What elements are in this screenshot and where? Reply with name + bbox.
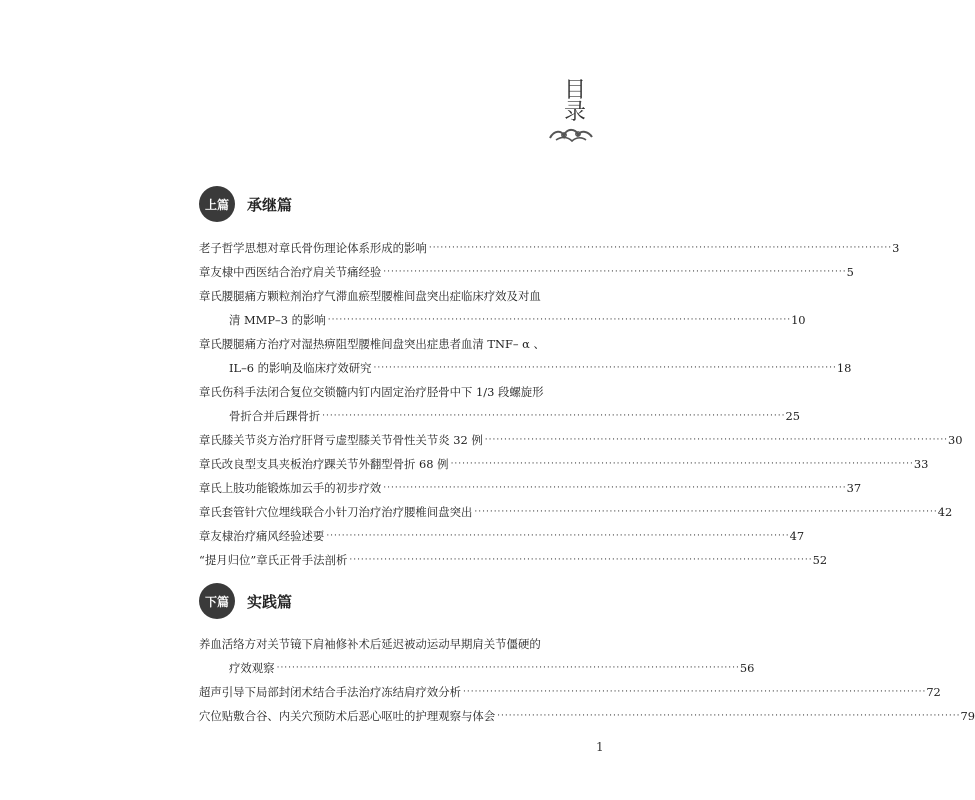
toc-entry-page: 5	[846, 265, 854, 279]
toc-entry-page: 52	[812, 553, 828, 567]
toc-entry-title: 骨折合并后踝骨折	[229, 404, 322, 428]
dot-leader: ························································································································	[497, 711, 961, 721]
section-badge: 下篇	[199, 583, 235, 619]
toc-entry-line[interactable]	[199, 404, 800, 428]
toc-heading-char-1: 目	[563, 78, 586, 103]
toc-entry-title: 章友棣中西医结合治疗肩关节痛经验	[199, 260, 383, 284]
toc-list-lower	[199, 632, 975, 728]
toc-entry-title: IL–6 的影响及临床疗效研究	[229, 356, 374, 380]
section-header-upper	[199, 186, 292, 222]
toc-entry-title: 养血活络方对关节镜下肩袖修补术后延迟被动运动早期肩关节僵硬的	[199, 637, 541, 651]
toc-entry-page: 79	[960, 709, 975, 723]
toc-entry-title: 章氏上肢功能锻炼加云手的初步疗效	[199, 476, 383, 500]
dot-leader: ························································································································	[326, 531, 790, 541]
cloud-ornament-icon	[548, 124, 594, 144]
dot-leader: ························································································································	[383, 483, 847, 493]
toc-entry-title: 章氏膝关节炎方治疗肝肾亏虚型膝关节骨性关节炎 32 例	[199, 428, 485, 452]
toc-entry-title: 疗效观察	[229, 656, 277, 680]
toc-entry-line[interactable]	[199, 260, 854, 284]
toc-entry-title: 章友棣治疗痛风经验述要	[199, 524, 326, 548]
toc-entry-page: 3	[892, 241, 900, 255]
toc-entry-line[interactable]	[199, 632, 580, 656]
toc-heading	[560, 80, 590, 124]
toc-entry-title: 章氏腰腿痛方治疗对湿热痹阻型腰椎间盘突出症患者血清 TNF– α 、	[199, 337, 545, 351]
toc-entry-line[interactable]	[199, 476, 862, 500]
toc-entry-page: 33	[913, 457, 929, 471]
section-title: 承继篇	[247, 195, 293, 214]
dot-leader: ························································································································	[349, 555, 813, 565]
toc-entry-page: 56	[739, 661, 755, 675]
section-title: 实践篇	[247, 592, 293, 611]
toc-entry-line[interactable]	[199, 680, 941, 704]
toc-entry-line[interactable]	[199, 332, 580, 356]
toc-entry-title: 章氏改良型支具夹板治疗踝关节外翻型骨折 68 例	[199, 452, 451, 476]
dot-leader: ························································································································	[373, 363, 837, 373]
toc-entry-line[interactable]	[199, 548, 828, 572]
toc-entry-line[interactable]	[199, 308, 806, 332]
dot-leader: ························································································································	[322, 411, 786, 421]
dot-leader: ························································································································	[463, 687, 927, 697]
toc-entry-line[interactable]	[199, 500, 953, 524]
toc-entry-title: 章氏套管针穴位埋线联合小针刀治疗治疗腰椎间盘突出	[199, 500, 474, 524]
section-header-lower	[199, 583, 292, 619]
toc-entry-page: 30	[948, 433, 963, 447]
toc-entry-line[interactable]	[199, 428, 963, 452]
toc-entry-page: 37	[846, 481, 862, 495]
toc-entry-title: “提月归位”章氏正骨手法剖析	[199, 548, 349, 572]
dot-leader: ························································································································	[450, 459, 914, 469]
toc-entry-title: 清 MMP–3 的影响	[229, 308, 328, 332]
toc-entry-line[interactable]	[199, 452, 929, 476]
toc-entry-page: 72	[926, 685, 941, 699]
dot-leader: ························································································································	[383, 267, 847, 277]
toc-entry-page: 25	[785, 409, 800, 423]
dot-leader: ························································································································	[327, 315, 792, 325]
dot-leader: ························································································································	[484, 435, 949, 445]
toc-entry-title: 超声引导下局部封闭术结合手法治疗冻结肩疗效分析	[199, 680, 463, 704]
toc-entry-line[interactable]	[199, 356, 852, 380]
toc-entry-page: 47	[789, 529, 805, 543]
page-number: 1	[596, 740, 604, 754]
toc-entry-page: 10	[791, 313, 806, 327]
toc-entry-title: 穴位贴敷合谷、内关穴预防术后恶心呕吐的护理观察与体会	[199, 704, 497, 728]
toc-entry-line[interactable]	[199, 524, 805, 548]
toc-entry-title: 老子哲学思想对章氏骨伤理论体系形成的影响	[199, 236, 429, 260]
dot-leader: ························································································································	[276, 663, 740, 673]
toc-entry-title: 章氏伤科手法闭合复位交锁髓内钉内固定治疗胫骨中下 1/3 段螺旋形	[199, 385, 544, 399]
toc-entry-line[interactable]	[199, 284, 580, 308]
toc-entry-title: 章氏腰腿痛方颗粒剂治疗气滞血瘀型腰椎间盘突出症临床疗效及对血	[199, 289, 541, 303]
dot-leader: ························································································································	[428, 243, 893, 253]
section-badge: 上篇	[199, 186, 235, 222]
dot-leader: ························································································································	[474, 507, 938, 517]
toc-entry-page: 42	[937, 505, 953, 519]
toc-heading-char-2: 录	[563, 100, 586, 125]
toc-entry-line[interactable]	[199, 236, 900, 260]
toc-entry-line[interactable]	[199, 380, 580, 404]
toc-entry-line[interactable]	[199, 704, 975, 728]
toc-entry-line[interactable]	[199, 656, 755, 680]
toc-list-upper	[199, 236, 963, 572]
toc-entry-page: 18	[836, 361, 852, 375]
